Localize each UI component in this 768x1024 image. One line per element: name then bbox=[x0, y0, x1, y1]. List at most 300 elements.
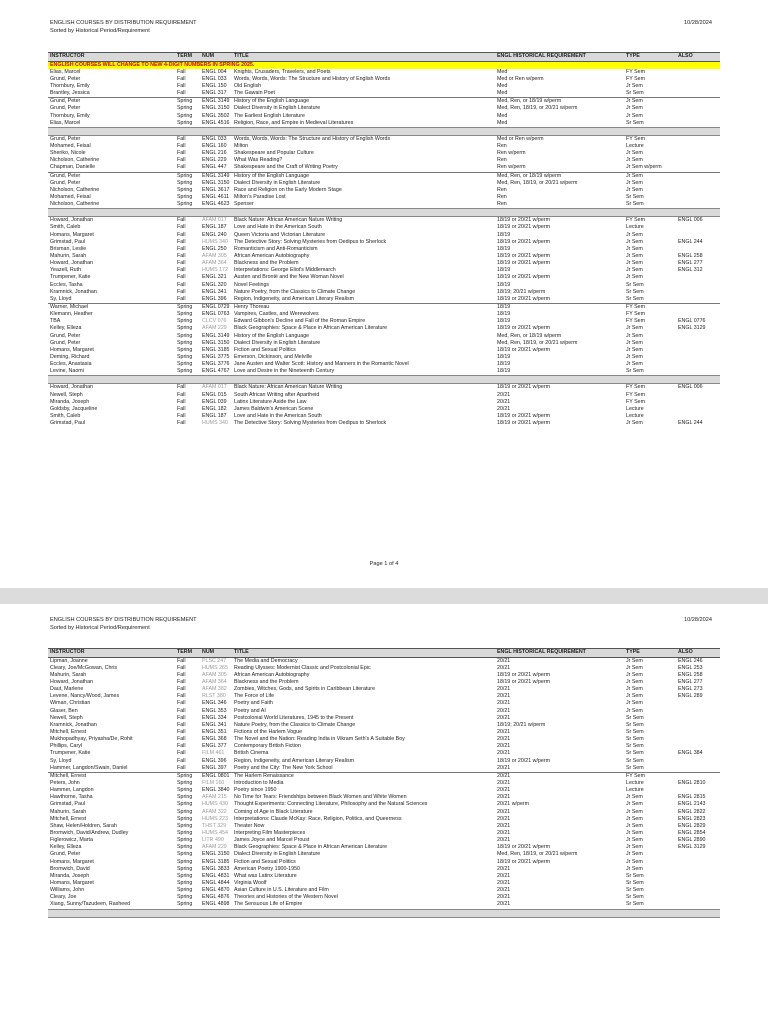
term-cell: Fall bbox=[177, 135, 186, 142]
table-row bbox=[48, 880, 720, 887]
instructor-cell: Levine, Naomi bbox=[50, 368, 84, 375]
title-cell: Interpreting Film Masterpieces bbox=[234, 829, 306, 836]
requirement-cell: 20/21 bbox=[497, 772, 511, 779]
instructor-cell: Kramnick, Jonathan bbox=[50, 721, 97, 728]
course-number-cell: ENGL 3150 bbox=[202, 179, 230, 186]
title-cell: The Detective Story: Solving Mysteries from Oedipus to Sherlock bbox=[234, 420, 387, 427]
table-row bbox=[48, 866, 720, 873]
term-cell: Spring bbox=[177, 865, 193, 872]
table-row bbox=[48, 69, 720, 76]
course-number-cell: AFAM 305 bbox=[202, 671, 227, 678]
instructor-cell: Deming, Richard bbox=[50, 353, 90, 360]
title-cell: Poetry and the City: The New York School bbox=[234, 764, 333, 771]
term-cell: Fall bbox=[177, 750, 186, 757]
requirement-cell: 20/21 bbox=[497, 693, 511, 700]
term-cell: Spring bbox=[177, 318, 193, 325]
instructor-cell: Daut, Marlene bbox=[50, 686, 84, 693]
course-number-cell: ENGL 346 bbox=[202, 700, 227, 707]
column-header-term: TERM bbox=[177, 53, 193, 59]
title-cell: Contemporary British Fiction bbox=[234, 743, 301, 750]
course-number-cell: ENGL 397 bbox=[202, 764, 227, 771]
section-divider bbox=[48, 375, 720, 384]
instructor-cell: Elias, Marcel bbox=[50, 119, 81, 126]
requirement-cell: 20/21 bbox=[497, 901, 511, 908]
course-number-cell: ENGL 4876 bbox=[202, 894, 230, 901]
requirement-cell: 20/21 bbox=[497, 779, 511, 786]
instructor-cell: Mitchell, Ernest bbox=[50, 772, 87, 779]
table-row bbox=[48, 765, 720, 772]
instructor-cell: Wiman, Christian bbox=[50, 700, 91, 707]
title-cell: Henry Thoreau bbox=[234, 303, 270, 310]
course-number-cell: RLST 380 bbox=[202, 693, 226, 700]
instructor-cell: Klemann, Heather bbox=[50, 311, 93, 318]
title-cell: Fictions of the Harlem Vogue bbox=[234, 729, 303, 735]
type-cell: Jr Sem bbox=[626, 260, 643, 267]
course-number-cell: AFAM 017 bbox=[202, 217, 227, 224]
table-row bbox=[48, 224, 720, 231]
title-cell: History of the English Language bbox=[234, 332, 310, 339]
instructor-cell: Smith, Caleb bbox=[50, 412, 81, 419]
type-cell: Jr Sem bbox=[626, 332, 643, 339]
term-cell: Fall bbox=[177, 164, 186, 171]
course-number-cell: ENGL 351 bbox=[202, 729, 227, 735]
table-row bbox=[48, 289, 720, 296]
type-cell: Jr Sem w/perm bbox=[626, 164, 662, 171]
type-cell: Sr Sem bbox=[626, 887, 644, 894]
requirement-cell: 18/19 bbox=[497, 281, 511, 288]
title-cell: Shakespeare and Popular Culture bbox=[234, 150, 314, 157]
title-cell: Words, Words, Words: The Structure and History of English Words bbox=[234, 75, 391, 82]
title-cell: Coming of Age in Black Literature bbox=[234, 808, 313, 815]
term-cell: Spring bbox=[177, 201, 193, 208]
course-number-cell: ENGL 187 bbox=[202, 412, 227, 419]
course-number-cell: LITR 490 bbox=[202, 837, 224, 844]
title-cell: Virginia Woolf bbox=[234, 879, 267, 886]
instructor-cell: Mahurin, Sarah bbox=[50, 671, 87, 678]
type-cell: Jr Sem bbox=[626, 851, 643, 858]
instructor-cell: Kelley, Elleza bbox=[50, 325, 82, 332]
requirement-cell: 20/21 bbox=[497, 808, 511, 815]
term-cell: Spring bbox=[177, 179, 193, 186]
table-row bbox=[48, 413, 720, 420]
course-number-cell: AFAM 305 bbox=[202, 252, 227, 259]
term-cell: Fall bbox=[177, 671, 186, 678]
title-cell: Austen and Brontë and the New Woman Novel bbox=[234, 274, 344, 281]
term-cell: Spring bbox=[177, 815, 193, 822]
type-cell: Lecture bbox=[626, 779, 644, 786]
title-cell: Milton's Paradise Lost bbox=[234, 193, 286, 200]
table-row bbox=[48, 700, 720, 707]
course-number-cell: ENGL 377 bbox=[202, 743, 227, 750]
title-cell: South African Writing after Apartheid bbox=[234, 391, 320, 398]
table-row bbox=[48, 780, 720, 787]
report-title: ENGLISH COURSES BY DISTRIBUTION REQUIREMENT bbox=[50, 20, 197, 26]
course-number-cell: ENGL 240 bbox=[202, 231, 227, 238]
requirement-cell: 18/19 or 20/21 w/perm bbox=[497, 679, 550, 686]
term-cell: Spring bbox=[177, 822, 193, 829]
requirement-cell: 20/21 bbox=[497, 750, 511, 757]
course-number-cell: HUMS 340 bbox=[202, 420, 228, 427]
instructor-cell: Elias, Marcel bbox=[50, 68, 81, 75]
requirement-cell: 20/21 bbox=[497, 743, 511, 750]
requirement-cell: 18/19 bbox=[497, 318, 511, 325]
requirement-cell: 20/21 bbox=[497, 794, 511, 801]
term-cell: Spring bbox=[177, 829, 193, 836]
type-cell: Sr Sem bbox=[626, 757, 644, 764]
term-cell: Fall bbox=[177, 707, 186, 714]
title-cell: Spenser bbox=[234, 201, 254, 208]
term-cell: Spring bbox=[177, 901, 193, 908]
instructor-cell: TBA bbox=[50, 318, 61, 325]
requirement-cell: 18/19 or 20/21 w/perm bbox=[497, 384, 550, 391]
type-cell: Jr Sem bbox=[626, 822, 643, 829]
type-cell: Sr Sem bbox=[626, 90, 644, 97]
requirement-cell: 20/21 bbox=[497, 664, 511, 671]
table-row bbox=[48, 217, 720, 224]
type-cell: Jr Sem bbox=[626, 865, 643, 872]
term-cell: Fall bbox=[177, 295, 186, 302]
term-cell: Fall bbox=[177, 384, 186, 391]
table-row bbox=[48, 809, 720, 816]
table-header-row bbox=[48, 52, 720, 62]
term-cell: Fall bbox=[177, 83, 186, 90]
also-cell: ENGL 2890 bbox=[678, 837, 706, 844]
table-row bbox=[48, 232, 720, 239]
term-cell: Spring bbox=[177, 858, 193, 865]
type-cell: Jr Sem bbox=[626, 267, 643, 274]
type-cell: Jr Sem bbox=[626, 98, 643, 105]
table-row bbox=[48, 715, 720, 722]
also-cell: ENGL 246 bbox=[678, 657, 703, 664]
course-number-cell: HUMS 223 bbox=[202, 815, 228, 822]
term-cell: Spring bbox=[177, 303, 193, 310]
also-cell: ENGL 3129 bbox=[678, 844, 706, 851]
term-cell: Fall bbox=[177, 252, 186, 259]
title-cell: The Force of Life bbox=[234, 693, 275, 700]
type-cell: Jr Sem bbox=[626, 325, 643, 332]
type-cell: Sr Sem bbox=[626, 750, 644, 757]
course-number-cell: ENGL 3833 bbox=[202, 865, 230, 872]
type-cell: Lecture bbox=[626, 405, 644, 412]
table-header-row bbox=[48, 648, 720, 658]
table-row bbox=[48, 311, 720, 318]
requirement-cell: 18/19 bbox=[497, 368, 511, 375]
type-cell: Jr Sem bbox=[626, 420, 643, 427]
instructor-cell: Shaw, Helen/Holdren, Sarah bbox=[50, 822, 117, 829]
term-cell: Fall bbox=[177, 217, 186, 224]
requirement-cell: Med, Ren, or 18/19 w/perm bbox=[497, 332, 562, 339]
table-row bbox=[48, 392, 720, 399]
term-cell: Spring bbox=[177, 361, 193, 368]
course-number-cell: HUMS 172 bbox=[202, 267, 228, 274]
type-cell: Jr Sem bbox=[626, 231, 643, 238]
title-cell: The Novel and the Nation: Reading India in Vikram Seth's A Suitable Boy bbox=[234, 736, 405, 743]
table-row bbox=[48, 750, 720, 757]
title-cell: Region, Indigeneity, and American Literary Realism bbox=[234, 295, 355, 302]
table-row bbox=[48, 823, 720, 830]
type-cell: Sr Sem bbox=[626, 281, 644, 288]
title-cell: James Joyce and Marcel Proust bbox=[234, 837, 310, 844]
type-cell: Sr Sem bbox=[626, 721, 644, 728]
title-cell: Old English bbox=[234, 83, 262, 90]
course-number-cell: ENGL 3149 bbox=[202, 172, 230, 179]
course-number-cell: ENGL 250 bbox=[202, 245, 227, 252]
course-table bbox=[48, 52, 720, 427]
instructor-cell: Grund, Peter bbox=[50, 332, 81, 339]
course-number-cell: ENGL 4516 bbox=[202, 119, 230, 126]
course-number-cell: ENGL 334 bbox=[202, 714, 227, 721]
title-cell: Words, Words, Words: The Structure and History of English Words bbox=[234, 135, 391, 142]
term-cell: Fall bbox=[177, 714, 186, 721]
type-cell: Jr Sem bbox=[626, 801, 643, 808]
table-row bbox=[48, 318, 720, 325]
term-cell: Spring bbox=[177, 346, 193, 353]
term-cell: Fall bbox=[177, 412, 186, 419]
also-cell: ENGL 2143 bbox=[678, 801, 706, 808]
title-cell: Black Nature: African American Nature Writing bbox=[234, 217, 343, 224]
type-cell: Jr Sem bbox=[626, 186, 643, 193]
title-cell: Poetry and Faith bbox=[234, 700, 273, 707]
title-cell: Black Geographies: Space & Place in African American Literature bbox=[234, 325, 388, 332]
column-header-also: ALSO bbox=[678, 53, 693, 59]
instructor-cell: Grund, Peter bbox=[50, 135, 81, 142]
title-cell: Postcolonial World Literatures, 1945 to the Present bbox=[234, 714, 354, 721]
title-cell: Shakespeare and the Craft of Writing Poetry bbox=[234, 164, 338, 171]
requirement-cell: Ren bbox=[497, 193, 507, 200]
requirement-cell: 18/19 or 20/21 w/perm bbox=[497, 671, 550, 678]
type-cell: Lecture bbox=[626, 787, 644, 794]
term-cell: Spring bbox=[177, 98, 193, 105]
type-cell: Sr Sem bbox=[626, 729, 644, 735]
type-cell: Jr Sem bbox=[626, 172, 643, 179]
type-cell: Jr Sem bbox=[626, 815, 643, 822]
table-row bbox=[48, 361, 720, 368]
instructor-cell: Trumpener, Katie bbox=[50, 750, 91, 757]
requirement-cell: Ren bbox=[497, 186, 507, 193]
requirement-cell: Ren bbox=[497, 201, 507, 208]
table-row bbox=[48, 150, 720, 157]
type-cell: FY Sem bbox=[626, 311, 646, 318]
instructor-cell: Grimstad, Paul bbox=[50, 801, 86, 808]
title-cell: Edward Gibbon's Decline and Fall of the Roman Empire bbox=[234, 318, 366, 325]
title-cell: Theories and Histories of the Western Novel bbox=[234, 894, 338, 901]
course-number-cell: ENGL 4611 bbox=[202, 193, 230, 200]
course-number-cell: ENGL 0801 bbox=[202, 772, 230, 779]
table-row bbox=[48, 729, 720, 736]
course-number-cell: AFAM 229 bbox=[202, 844, 227, 851]
course-number-cell: ENGL 341 bbox=[202, 288, 227, 295]
table-row bbox=[48, 164, 720, 171]
type-cell: Sr Sem bbox=[626, 295, 644, 302]
course-number-cell: ENGL 4623 bbox=[202, 201, 230, 208]
instructor-cell: Trumpener, Katie bbox=[50, 274, 91, 281]
table-row bbox=[48, 787, 720, 794]
type-cell: FY Sem bbox=[626, 303, 646, 310]
term-cell: Fall bbox=[177, 231, 186, 238]
requirement-cell: 18/19 bbox=[497, 303, 511, 310]
requirement-cell: 18/19 or 20/21 w/perm bbox=[497, 260, 550, 267]
also-cell: ENGL 244 bbox=[678, 420, 703, 427]
table-row bbox=[48, 340, 720, 347]
term-cell: Spring bbox=[177, 879, 193, 886]
column-header-title: TITLE bbox=[234, 53, 249, 59]
requirement-cell: 20/21 bbox=[497, 405, 511, 412]
instructor-cell: Williams, John bbox=[50, 887, 85, 894]
instructor-cell: Phillips, Caryl bbox=[50, 743, 83, 750]
table-row bbox=[48, 282, 720, 289]
requirement-cell: Med bbox=[497, 112, 508, 119]
course-number-cell: ENGL 3149 bbox=[202, 332, 230, 339]
table-row bbox=[48, 246, 720, 253]
table-row bbox=[48, 801, 720, 808]
requirement-cell: Ren bbox=[497, 143, 507, 149]
also-cell: ENGL 384 bbox=[678, 750, 703, 757]
table-row bbox=[48, 686, 720, 693]
also-cell: ENGL 006 bbox=[678, 217, 703, 224]
title-cell: Fiction and Sexual Politics bbox=[234, 346, 296, 353]
table-row bbox=[48, 325, 720, 332]
document-page-2 bbox=[0, 604, 768, 1024]
type-cell: Jr Sem bbox=[626, 238, 643, 245]
term-cell: Fall bbox=[177, 764, 186, 771]
instructor-cell: Grimstad, Paul bbox=[50, 420, 86, 427]
course-number-cell: ENGL 3185 bbox=[202, 858, 230, 865]
table-row bbox=[48, 172, 720, 180]
table-row bbox=[48, 347, 720, 354]
title-cell: The Sensuous Life of Empire bbox=[234, 901, 303, 908]
instructor-cell: Brisman, Leslie bbox=[50, 245, 87, 252]
instructor-cell: Goldsby, Jacqueline bbox=[50, 405, 98, 412]
course-number-cell: ENGL 216 bbox=[202, 150, 227, 157]
instructor-cell: Levene, Nancy/Wood, James bbox=[50, 693, 120, 700]
type-cell: Jr Sem bbox=[626, 339, 643, 346]
requirement-cell: 20/21 bbox=[497, 865, 511, 872]
course-number-cell: ENGL 321 bbox=[202, 274, 227, 281]
term-cell: Fall bbox=[177, 245, 186, 252]
instructor-cell: Grund, Peter bbox=[50, 851, 81, 858]
also-cell: ENGL 2822 bbox=[678, 808, 706, 815]
term-cell: Spring bbox=[177, 794, 193, 801]
also-cell: ENGL 2815 bbox=[678, 794, 706, 801]
title-cell: Milton bbox=[234, 143, 249, 149]
term-cell: Spring bbox=[177, 808, 193, 815]
type-cell: Jr Sem bbox=[626, 157, 643, 164]
title-cell: Reading Ulysses: Modernist Classic and Postcolonial Epic bbox=[234, 664, 371, 671]
term-cell: Fall bbox=[177, 664, 186, 671]
table-row bbox=[48, 76, 720, 83]
instructor-cell: Kramnick, Jonathan bbox=[50, 288, 97, 295]
course-table bbox=[48, 648, 720, 918]
page-number: Page 1 of 4 bbox=[369, 561, 399, 567]
table-row bbox=[48, 772, 720, 780]
type-cell: Jr Sem bbox=[626, 274, 643, 281]
term-cell: Spring bbox=[177, 837, 193, 844]
instructor-cell: Mitchell, Ernest bbox=[50, 815, 87, 822]
instructor-cell: Chapman, Danielle bbox=[50, 164, 96, 171]
type-cell: Sr Sem bbox=[626, 901, 644, 908]
course-number-cell: ENGL 182 bbox=[202, 405, 227, 412]
course-number-cell: HUMS 430 bbox=[202, 801, 228, 808]
course-number-cell: ENGL 160 bbox=[202, 143, 227, 149]
title-cell: Introduction to Media bbox=[234, 779, 284, 786]
column-header-num: NUM bbox=[202, 649, 215, 655]
report-date: 10/28/2024 bbox=[684, 617, 712, 623]
course-number-cell: ENGL 396 bbox=[202, 295, 227, 302]
title-cell: Queen Victoria and Victorian Literature bbox=[234, 231, 326, 238]
type-cell: FY Sem bbox=[626, 772, 646, 779]
requirement-cell: 18/19 or 20/21 w/perm bbox=[497, 420, 550, 427]
table-row bbox=[48, 157, 720, 164]
table-row bbox=[48, 384, 720, 391]
course-number-cell: ENGL 3617 bbox=[202, 186, 230, 193]
instructor-cell: Kelley, Elleza bbox=[50, 844, 82, 851]
column-header-title: TITLE bbox=[234, 649, 249, 655]
requirement-cell: Med, Ren, 18/19, or 20/21 w/perm bbox=[497, 851, 578, 858]
requirement-cell: 18/19 or 20/21 w/perm bbox=[497, 346, 550, 353]
course-number-cell: ENGL 004 bbox=[202, 68, 227, 75]
course-number-cell: ENGL 187 bbox=[202, 224, 227, 231]
term-cell: Spring bbox=[177, 339, 193, 346]
title-cell: What Was Reading? bbox=[234, 157, 283, 164]
table-row bbox=[48, 253, 720, 260]
requirement-cell: 18/19; 20/21 w/perm bbox=[497, 288, 546, 295]
term-cell: Fall bbox=[177, 274, 186, 281]
title-cell: African American Autobiography bbox=[234, 671, 310, 678]
type-cell: Jr Sem bbox=[626, 105, 643, 112]
type-cell: FY Sem bbox=[626, 75, 646, 82]
term-cell: Fall bbox=[177, 157, 186, 164]
table-row bbox=[48, 296, 720, 303]
requirement-cell: 18/19 or 20/21 w/perm bbox=[497, 325, 550, 332]
column-header-type: TYPE bbox=[626, 649, 640, 655]
title-cell: The Detective Story: Solving Mysteries from Oedipus to Sherlock bbox=[234, 238, 387, 245]
course-number-cell: AFAM 364 bbox=[202, 679, 227, 686]
course-number-cell: FILM 160 bbox=[202, 779, 225, 786]
title-cell: Dialect Diversity in English Literature bbox=[234, 339, 321, 346]
requirement-cell: Med bbox=[497, 83, 508, 90]
table-row bbox=[48, 368, 720, 375]
table-row bbox=[48, 679, 720, 686]
table-row bbox=[48, 83, 720, 90]
also-cell: ENGL 258 bbox=[678, 252, 703, 259]
type-cell: FY Sem bbox=[626, 135, 646, 142]
requirement-cell: 18/19; 20/21 w/perm bbox=[497, 721, 546, 728]
instructor-cell: Grund, Peter bbox=[50, 179, 81, 186]
instructor-cell: Grund, Peter bbox=[50, 75, 81, 82]
requirement-cell: 18/19 or 20/21 w/perm bbox=[497, 252, 550, 259]
term-cell: Fall bbox=[177, 238, 186, 245]
type-cell: Sr Sem bbox=[626, 288, 644, 295]
requirement-cell: 20/21 bbox=[497, 391, 511, 398]
title-cell: No Time for Tears: Friendships between Black Women and White Women bbox=[234, 794, 407, 801]
table-row bbox=[48, 420, 720, 427]
type-cell: Lecture bbox=[626, 143, 644, 149]
course-number-cell: AFAM 215 bbox=[202, 794, 227, 801]
instructor-cell: Brantley, Jessica bbox=[50, 90, 90, 97]
course-number-cell: HUMS 340 bbox=[202, 238, 228, 245]
course-number-cell: ENGL 4844 bbox=[202, 879, 230, 886]
term-cell: Fall bbox=[177, 288, 186, 295]
column-header-type: TYPE bbox=[626, 53, 640, 59]
table-row bbox=[48, 844, 720, 851]
course-number-cell: ENGL 317 bbox=[202, 90, 227, 97]
term-cell: Fall bbox=[177, 721, 186, 728]
course-number-cell: ENGL 0729 bbox=[202, 303, 230, 310]
title-cell: Emerson, Dickinson, and Melville bbox=[234, 353, 313, 360]
requirement-cell: 20/21 bbox=[497, 729, 511, 735]
report-subtitle: Sorted by Historical Period/Requirement bbox=[50, 28, 150, 34]
also-cell: ENGL 273 bbox=[678, 686, 703, 693]
